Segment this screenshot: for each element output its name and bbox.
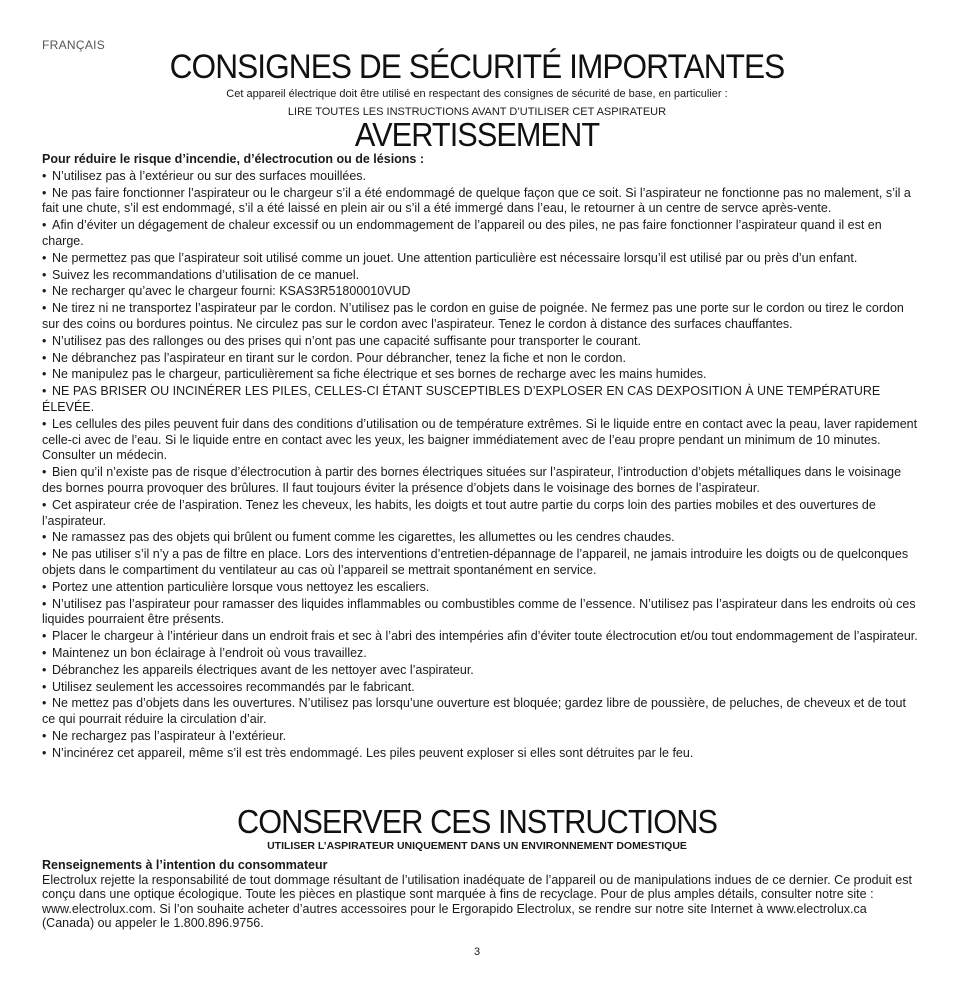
- bullet: •: [42, 267, 47, 282]
- consumer-text: Electrolux rejette la responsabilité de tout dommage résultant de l’utilisation inadéquate de l’appareil ou de manipulations indues de ce dernier. Ce produit est conçu dans une optique écologique. Toute les pièces en plastique sont marquée à fins de recyclage. Pour de plus amples détails, consulter notre site : www.electrolux.com. Si l’on souhaite acheter d’autres accessoires pour le Ergorapido Electrolux, se rendre sur notre site Internet à www.electrolux.ca (Canada) ou appeler le 1.800.896.9756.: [42, 872, 912, 930]
- list-item: [42, 218, 922, 250]
- bullet: •: [42, 367, 47, 382]
- intro-text: Cet appareil électrique doit être utilisé en respectant des consignes de sécurité de base, en particulier :: [226, 88, 728, 100]
- bullet: •: [42, 333, 47, 348]
- list-item: [42, 597, 922, 629]
- list-item-text: Ne mettez pas d’objets dans les ouvertures. N’utilisez pas lorsqu’une ouverture est bloquée; gardez libre de poussière, de peluches, de cheveux et de tout ce qui pourrait réduire la circulation d’air.: [42, 696, 906, 727]
- consumer-heading: Renseignements à l’intention du consommateur: [42, 858, 328, 872]
- list-item: [42, 169, 922, 185]
- list-item-text: Ne pas faire fonctionner l’aspirateur ou le chargeur s’il a été endommagé de quelque façon que ce soit. Si l’aspirateur ne fonctionne pas no malement, s’il a fait une chute, s’il est endommagé, s’il a été laissé en plein air ou s’il a été immergé dans l’eau, le retourner à un centre de servce après-vente.: [42, 185, 911, 216]
- keep-instructions-heading: CONSERVER CES INSTRUCTIONS: [236, 803, 717, 840]
- list-item-text: NE PAS BRISER OU INCINÉRER LES PILES, CELLES-CI ÉTANT SUSCEPTIBLES D’EXPLOSER EN CAS DEXPOSITION À UNE TEMPÉRATURE ÉLEVÉE.: [42, 384, 881, 414]
- list-item: [42, 498, 922, 530]
- bullet: •: [42, 629, 47, 644]
- warning-lead: Pour réduire le risque d’incendie, d’électrocution ou de lésions :: [42, 152, 425, 166]
- list-item: [42, 384, 922, 416]
- safety-items: [42, 169, 922, 762]
- list-item: [42, 580, 922, 596]
- list-item-text: Bien qu’il n’existe pas de risque d’électrocution à partir des bornes électriques situées sur l’aspirateur, l’introduction d’objets métalliques dans le voisinage des bornes pourra provoquer des brûlures. Il faut toujours éviter la présence d’objets dans le voisinage des bornes de l’aspirateur.: [42, 465, 902, 495]
- list-item-text: Ne rechargez pas l’aspirateur à l’extérieur.: [52, 728, 287, 743]
- list-item-text: Afin d’éviter un dégagement de chaleur excessif ou un endommagement de l’appareil ou des piles, ne pas faire fonctionner l’aspirateur quand il est en charge.: [42, 218, 882, 248]
- bullet: •: [42, 596, 47, 611]
- list-item-text: Ne ramassez pas des objets qui brûlent ou fument comme les cigarettes, les allumettes ou les cendres chaudes.: [52, 530, 675, 545]
- list-item: [42, 729, 922, 745]
- list-item-text: Débranchez les appareils électriques avant de les nettoyer avec l’aspirateur.: [52, 662, 474, 677]
- list-item: [42, 251, 922, 267]
- list-item-text: N’utilisez pas l’aspirateur pour ramasser des liquides inflammables ou combustibles comme de l’essence. N’utilisez pas l’aspirateur dans les endroits où ces liquides pourraient être présents.: [42, 596, 916, 627]
- list-item: [42, 268, 922, 284]
- list-item-text: Utilisez seulement les accessoires recommandés par le fabricant.: [52, 679, 415, 694]
- list-item-text: Maintenez un bon éclairage à l’endroit où vous travaillez.: [52, 645, 367, 660]
- bullet: •: [42, 662, 47, 677]
- language-label: FRANÇAIS: [42, 38, 106, 52]
- bullet: •: [42, 745, 47, 760]
- domestic-use-note: UTILISER L’ASPIRATEUR UNIQUEMENT DANS UN ENVIRONNEMENT DOMESTIQUE: [267, 840, 687, 852]
- list-item-text: Portez une attention particulière lorsque vous nettoyez les escaliers.: [52, 579, 430, 594]
- list-item: [42, 746, 922, 762]
- bullet: •: [42, 696, 47, 711]
- list-item-text: Ne permettez pas que l’aspirateur soit utilisé comme un jouet. Une attention particulière est nécessaire lorsqu’il est utilisé par ou près d’un enfant.: [52, 250, 858, 265]
- bullet: •: [42, 301, 47, 316]
- bullet: •: [42, 416, 47, 431]
- bullet: •: [42, 645, 47, 660]
- bullet: •: [42, 284, 47, 299]
- list-item: [42, 629, 922, 645]
- list-item: [42, 646, 922, 662]
- bullet: •: [42, 168, 47, 183]
- list-item: [42, 186, 922, 218]
- list-item: [42, 530, 922, 546]
- list-item-text: Ne débranchez pas l’aspirateur en tirant sur le cordon. Pour débrancher, tenez la fiche et non le cordon.: [52, 350, 626, 365]
- bullet: •: [42, 250, 47, 265]
- page-title: CONSIGNES DE SÉCURITÉ IMPORTANTES: [169, 48, 785, 86]
- list-item: [42, 465, 922, 497]
- warning-heading: AVERTISSEMENT: [354, 116, 600, 153]
- list-item-text: Ne tirez ni ne transportez l’aspirateur par le cordon. N’utilisez pas le cordon en guise de poignée. Ne fermez pas une porte sur le cordon ou tirez le cordon sur des coins ou bordures pointus. Ne circulez pas sur le cordon avec l’aspirateur. Tenez le cordon à distance des surfaces chauffantes.: [42, 301, 904, 331]
- read-instructions-text: LIRE TOUTES LES INSTRUCTIONS AVANT D’UTILISER CET ASPIRATEUR: [287, 106, 667, 118]
- page-number: 3: [473, 946, 481, 958]
- bullet: •: [42, 497, 47, 512]
- list-item-text: Ne recharger qu’avec le chargeur fourni: KSAS3R51800010VUD: [52, 284, 411, 299]
- list-item-text: N’utilisez pas des rallonges ou des prises qui n’ont pas une capacité suffisante pour transporter le courant.: [52, 333, 642, 348]
- bullet: •: [42, 465, 47, 480]
- list-item-text: N’incinérez cet appareil, même s’il est très endommagé. Les piles peuvent exploser si elles sont détruites par le feu.: [52, 745, 694, 760]
- list-item: [42, 301, 922, 333]
- list-item: [42, 680, 922, 696]
- list-item: [42, 547, 922, 579]
- list-item: [42, 417, 922, 464]
- bullet: •: [42, 579, 47, 594]
- bullet: •: [42, 547, 47, 562]
- bullet: •: [42, 530, 47, 545]
- list-item-text: Placer le chargeur à l’intérieur dans un endroit frais et sec à l’abri des intempéries afin d’éviter toute électrocution et/ou tout endommagement de l’aspirateur.: [52, 629, 918, 644]
- list-item: [42, 284, 922, 300]
- bullet: •: [42, 218, 47, 233]
- list-item: [42, 696, 922, 728]
- consumer-info: [42, 858, 922, 931]
- list-item: [42, 351, 922, 367]
- bullet: •: [42, 350, 47, 365]
- list-item-text: Cet aspirateur crée de l’aspiration. Tenez les cheveux, les habits, les doigts et tout autre partie du corps loin des parties mobiles et des ouvertures de l’aspirateur.: [42, 497, 876, 528]
- list-item-text: Suivez les recommandations d’utilisation de ce manuel.: [52, 267, 360, 282]
- list-item: [42, 663, 922, 679]
- list-item: [42, 334, 922, 350]
- warning-list: [42, 152, 922, 762]
- list-item-text: Les cellules des piles peuvent fuir dans des conditions d’utilisation ou de température extrêmes. Si le liquide entre en contact avec la peau, laver rapidement celle-ci avec de l’eau. Si le liquide entre en contact avec les yeux, les baigner immédiatement avec de l’eau propre pendant un minimum de 10 minutes. Consulter un médecin.: [42, 416, 918, 463]
- bullet: •: [42, 185, 47, 200]
- bullet: •: [42, 679, 47, 694]
- list-item-text: Ne manipulez pas le chargeur, particulièrement sa fiche électrique et ses bornes de recharge avec les mains humides.: [52, 367, 707, 382]
- bullet: •: [42, 728, 47, 743]
- bullet: •: [42, 384, 47, 399]
- list-item: [42, 367, 922, 383]
- list-item-text: N’utilisez pas à l’extérieur ou sur des surfaces mouillées.: [52, 168, 367, 183]
- list-item-text: Ne pas utiliser s’il n’y a pas de filtre en place. Lors des interventions d’entretien-dépannage de l’appareil, ne jamais introduire les doigts ou de quelconques objets dans le compartiment du ventilateur au cas où l’appareil se mettrait spontanément en service.: [42, 547, 909, 577]
